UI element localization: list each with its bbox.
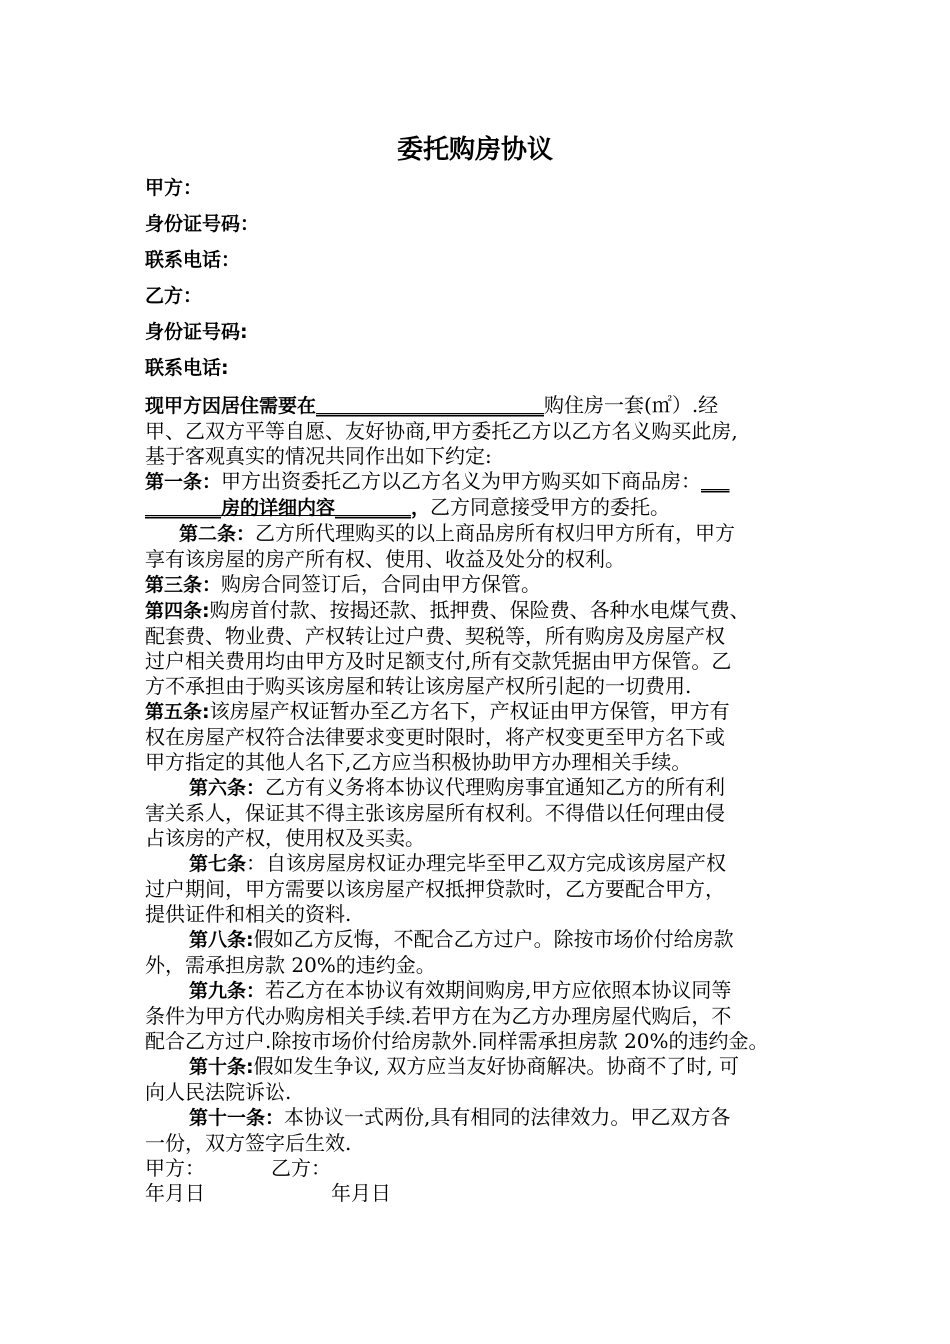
party-a-id-label: 身份证号码： (145, 213, 260, 235)
intro-line-2: 甲、乙双方平等自愿、友好协商,甲方委托乙方以乙方名义购买此房, (145, 419, 738, 443)
article-3-text: 购房合同签订后，合同由甲方保管。 (221, 572, 542, 596)
article-9-label: 第九条： (189, 980, 266, 1002)
article-11-line-1 (145, 1105, 825, 1131)
article-7-line-1 (145, 851, 825, 877)
party-a-phone-label: 联系电话： (145, 249, 241, 271)
article-10-line-2: 向人民法院诉讼. (145, 1080, 292, 1104)
article-4-text: 购房首付款、按揭还款、抵押费、保险费、各种水电煤气费、 (209, 598, 750, 622)
article-9-text: 若乙方在本协议有效期间购房,甲方应依照本协议同等 (265, 978, 732, 1002)
date-party-a: 年月日 (145, 1181, 205, 1205)
article-1-line-2 (145, 495, 825, 521)
article-1-blank: ___ (701, 471, 730, 493)
article-7-label: 第七条 (189, 853, 247, 875)
article-10-text: 假如发生争议, 双方应当友好协商解决。协商不了时, 可 (253, 1054, 740, 1078)
signature-party-a: 甲方： (145, 1156, 205, 1180)
party-a-label: 甲方： (145, 177, 203, 199)
article-7-text: ：自该房屋房权证办理完毕至甲乙双方完成该房屋产权 (246, 851, 727, 875)
article-8-line-1 (145, 927, 825, 953)
article-3-line-1 (145, 572, 825, 598)
house-detail-blank: ________房的详细内容________ (145, 497, 412, 519)
article-8-label: 第八条: (189, 929, 254, 951)
article-1-line-2-rest: 乙方同意接受甲方的委托。 (430, 495, 671, 519)
party-b-phone-label: 联系电话: (145, 357, 229, 379)
article-10-line-1 (145, 1054, 825, 1080)
article-1-line-1 (145, 469, 825, 495)
signature-row (145, 1156, 825, 1181)
article-5-line-2: 权在房屋产权符合法律要求变更时限时，将产权变更至甲方名下或 (145, 725, 725, 749)
intro-line-1-rest: 购住房一套(㎡）.经 (544, 393, 719, 417)
article-11-label: 第十一条： (189, 1107, 285, 1129)
article-4-line-2: 配套费、物业费、产权转让过户费、契税等，所有购房及房屋产权 (145, 624, 725, 648)
article-5-line-1 (145, 699, 825, 725)
date-row (145, 1181, 825, 1206)
article-6-text: 乙方有义务将本协议代理购房事宜通知乙方的所有利 (265, 775, 726, 799)
article-9-line-3: 配合乙方过户.除按市场价付给房款外.同样需承担房款 20%的违约金。 (145, 1029, 769, 1053)
article-7-line-2: 过户期间，甲方需要以该房屋产权抵押贷款时，乙方要配合甲方， (145, 877, 725, 901)
intro-lead: 现甲方因居住需要在 (145, 395, 317, 417)
intro-line-3: 基于客观真实的情况共同作出如下约定: (145, 444, 492, 468)
location-blank: ________________________ (316, 395, 545, 417)
article-2-text: 乙方所代理购买的以上商品房所有权归甲方所有，甲方 (255, 521, 736, 545)
article-2-line-1 (145, 521, 825, 547)
date-party-b: 年月日 (331, 1181, 391, 1205)
article-2-label: 第二条： (179, 523, 256, 545)
party-b-id-label: 身份证号码: (145, 321, 248, 343)
article-5-text: 该房屋产权证暂办至乙方名下，产权证由甲方保管，甲方有 (209, 699, 730, 723)
article-5-label: 第五条: (145, 701, 210, 723)
article-6-label: 第六条： (189, 777, 266, 799)
signature-party-b: 乙方： (271, 1156, 331, 1180)
article-8-text: 假如乙方反悔，不配合乙方过户。除按市场价付给房款 (253, 927, 734, 951)
article-4-line-1 (145, 598, 825, 624)
article-4-label: 第四条: (145, 600, 210, 622)
article-6-line-2: 害关系人，保证其不得主张该房屋所有权利。不得借以任何理由侵 (145, 801, 725, 825)
article-2-line-2: 享有该房屋的房产所有权、使用、收益及处分的权利。 (145, 547, 625, 571)
article-3-label: 第三条： (145, 574, 222, 596)
article-9-line-2: 条件为甲方代办购房相关手续.若甲方在为乙方办理房屋代购后，不 (145, 1004, 732, 1028)
article-4-line-4: 方不承担由于购买该房屋和转让该房屋产权所引起的一切费用. (145, 674, 692, 698)
article-11-line-2: 一份，双方签字后生效. (145, 1131, 352, 1155)
article-4-line-3: 过户相关费用均由甲方及时足额支付,所有交款凭据由甲方保管。乙 (145, 649, 732, 673)
party-b-label: 乙方： (145, 285, 203, 307)
article-6-line-1 (145, 775, 825, 801)
document-title: 委托购房协议 (396, 135, 553, 165)
intro-line-1 (145, 393, 825, 419)
article-8-line-2: 外，需承担房款 20%的违约金。 (145, 953, 436, 977)
article-1-text: 甲方出资委托乙方以乙方名义为甲方购买如下商品房： (221, 469, 702, 493)
article-7-line-3: 提供证件和相关的资料. (145, 902, 352, 926)
article-5-line-3: 甲方指定的其他人名下,乙方应当积极协助甲方办理相关手续。 (145, 750, 692, 774)
article-10-label: 第十条: (189, 1056, 254, 1078)
article-1-comma: ， (411, 497, 431, 519)
agreement-body (145, 393, 825, 1206)
article-6-line-3: 占该房的产权，使用权及买卖。 (145, 826, 425, 850)
article-9-line-1 (145, 978, 825, 1004)
article-11-text: 本协议一式两份,具有相同的法律效力。甲乙双方各 (284, 1105, 731, 1129)
article-1-label: 第一条： (145, 471, 222, 493)
